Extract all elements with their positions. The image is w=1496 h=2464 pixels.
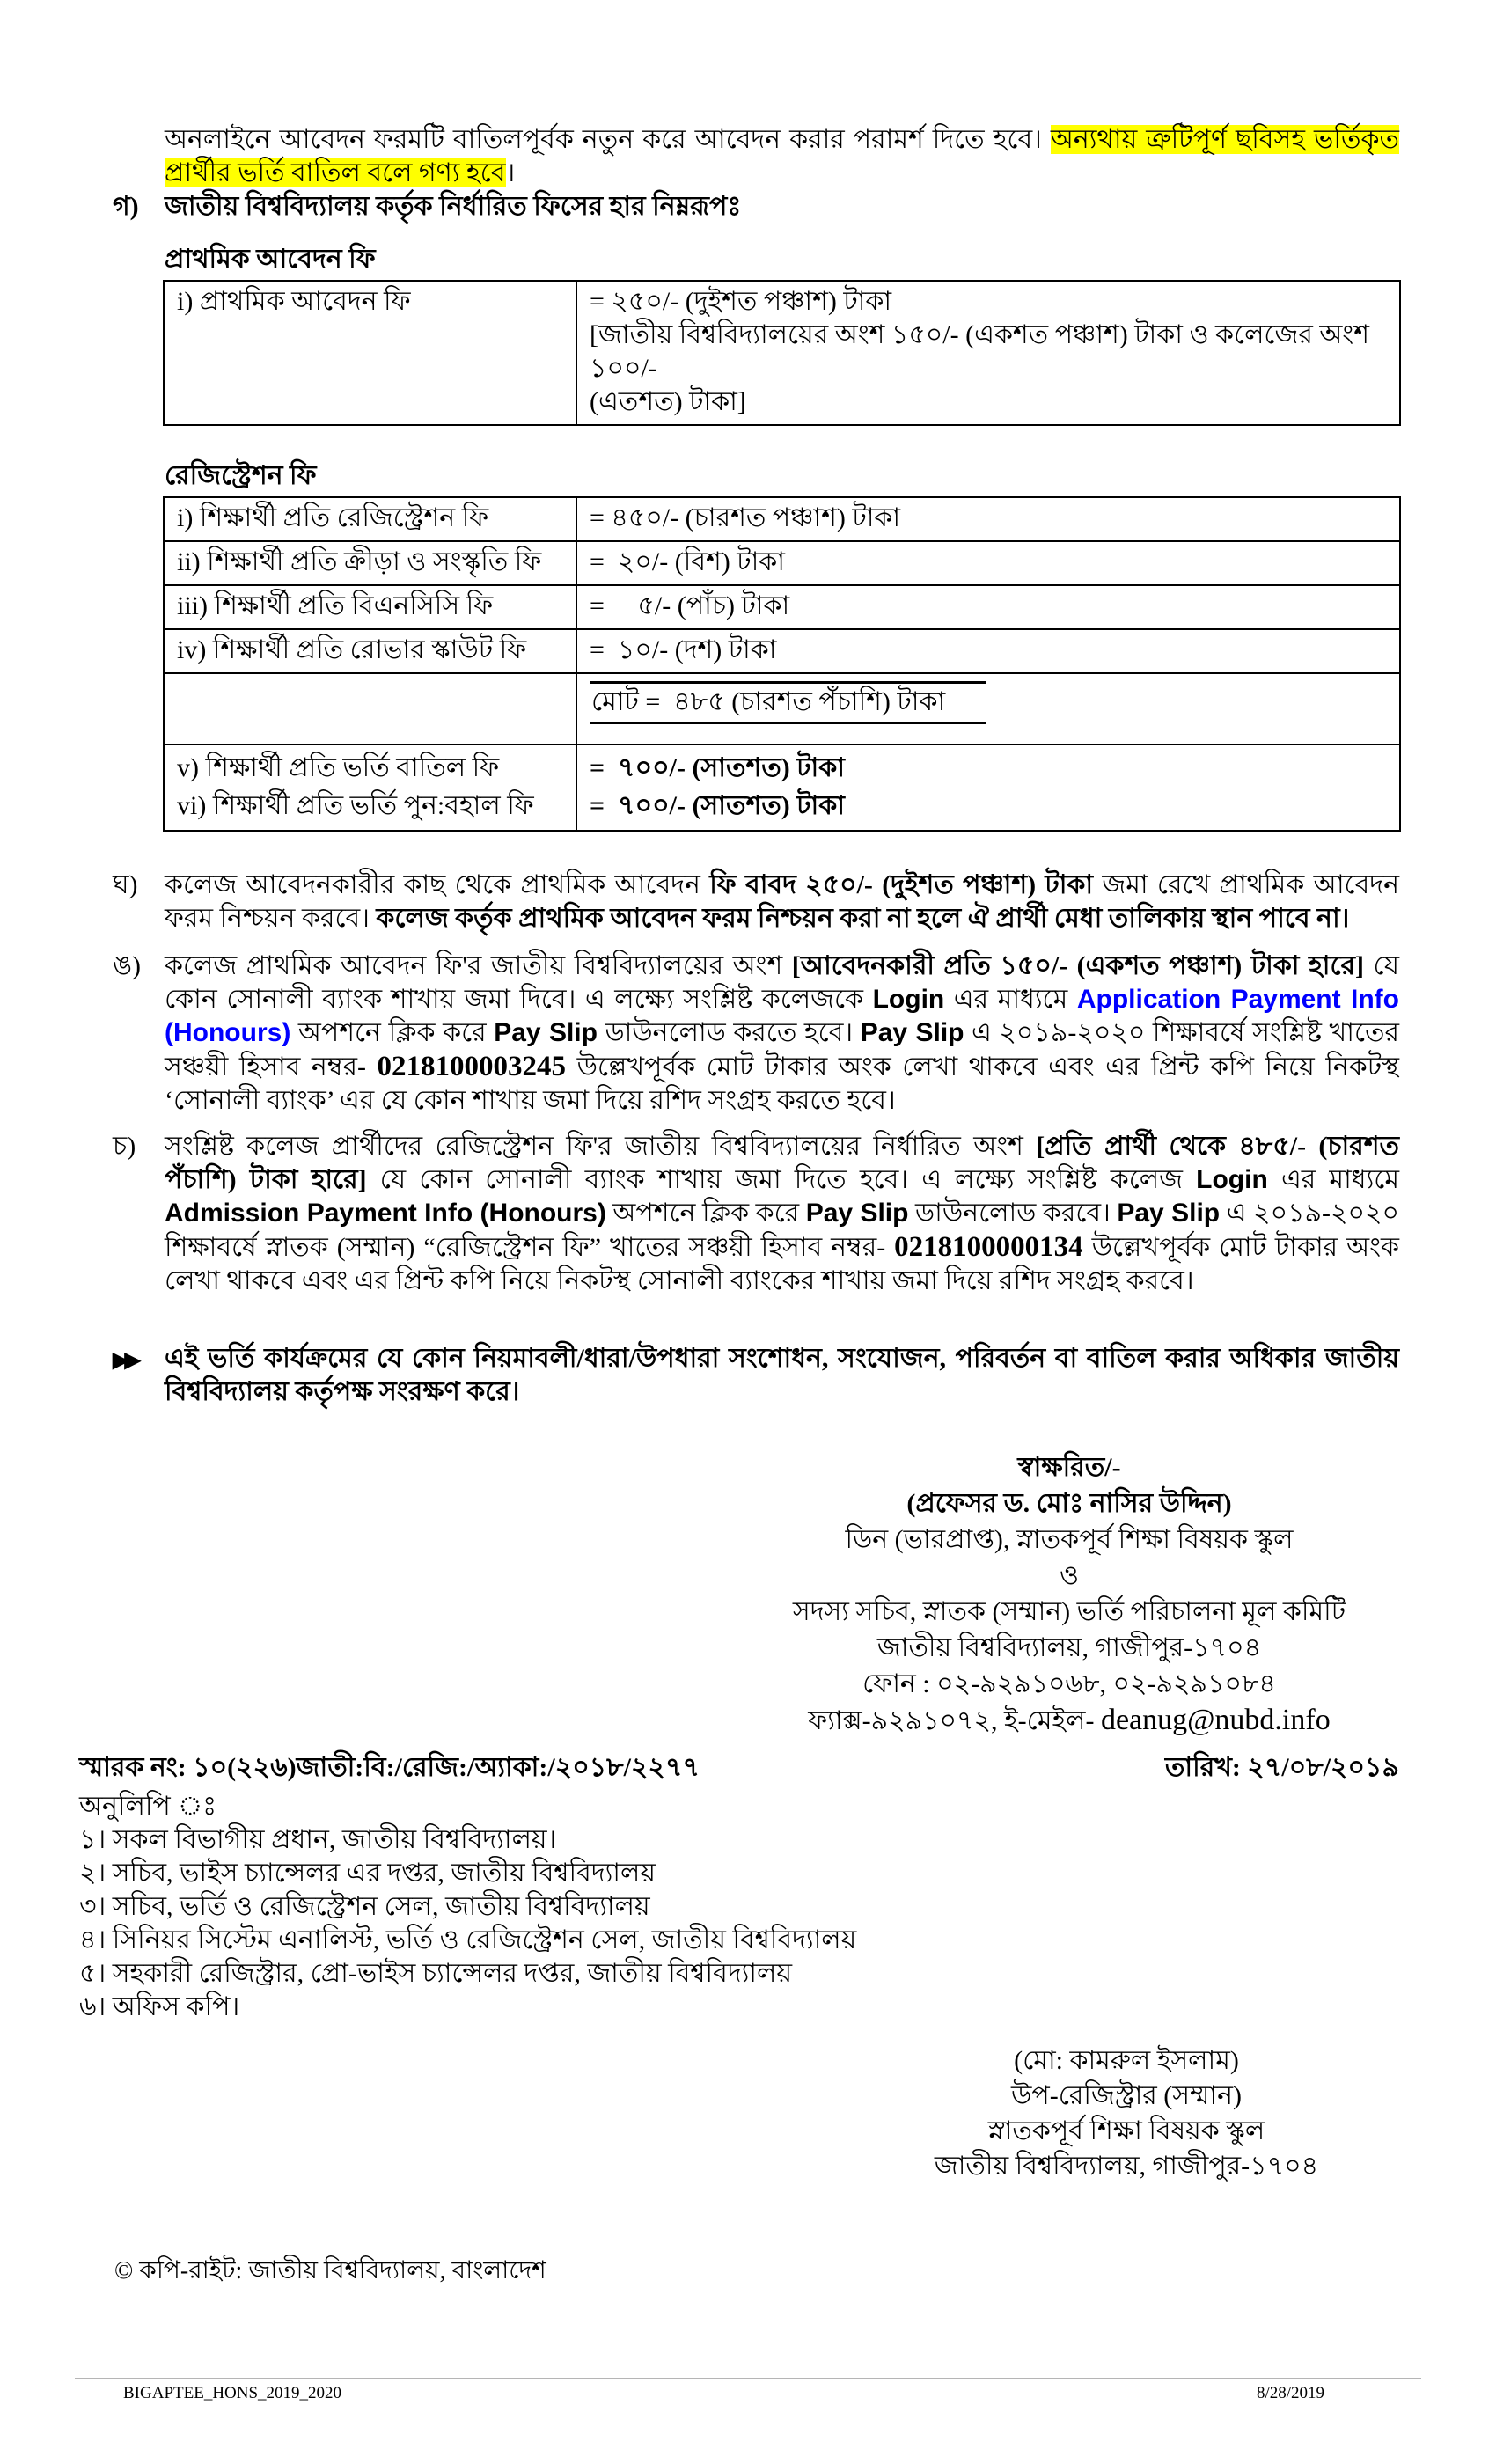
memo-number: স্মারক নং: ১০(২২৬)জাতী:বি:/রেজি:/অ্যাকা:/২০১৮/২২৭৭ xyxy=(79,1753,700,1782)
item-cha-text xyxy=(165,1132,1399,1295)
footer-date: 8/28/2019 xyxy=(1256,2384,1324,2402)
text-segment: 0218100000134 xyxy=(894,1231,1083,1263)
memo-row xyxy=(79,1751,1399,1785)
fee-label-cell: ii) শিক্ষার্থী প্রতি ক্রীড়া ও সংস্কৃতি ফি xyxy=(164,541,576,585)
copies-list xyxy=(79,1823,1399,2024)
copies-item: ৬। অফিস কপি। xyxy=(79,1992,240,2021)
signed-label: স্বাক্ষরিত/- xyxy=(1017,1453,1121,1482)
signer-org: জাতীয় বিশ্ববিদ্যালয়, গাজীপুর-১৭০৪ xyxy=(876,1633,1262,1662)
table-row xyxy=(164,629,1400,673)
item-gha-text xyxy=(165,870,1399,933)
footer-divider xyxy=(75,2378,1421,2379)
fee-value-cell: = ১০/- (দশ) টাকা xyxy=(576,629,1400,673)
text-segment: অন্যথায় ত্রুটিপূর্ণ ছবিসহ ভর্তিকৃত প্রার্থীর ভর্তি বাতিল বলে গণ্য হবে xyxy=(165,125,1400,187)
copies-item: ২। সচিব, ভাইস চ্যান্সেলর এর দপ্তর, জাতীয় বিশ্ববিদ্যালয় xyxy=(79,1859,656,1888)
item-ga-marker: গ) xyxy=(113,192,139,221)
fee-value-line: = ৭০০/- (সাতশত) টাকা xyxy=(590,753,845,782)
text-segment: এ ২০১৯-২০২০ শিক্ষাবর্ষে সংশ্লিষ্ট খাতের সঞ্চয়ী হিসাব নম্বর- xyxy=(165,1018,1400,1082)
fee-value-cell: = ৪৫০/- (চারশত পঞ্চাশ) টাকা xyxy=(576,497,1400,541)
fee-label-cell: iii) শিক্ষার্থী প্রতি বিএনসিসি ফি xyxy=(164,585,576,629)
primary-application-fee-table xyxy=(163,280,1401,426)
fee-label-line: v) শিক্ষার্থী প্রতি ভর্তি বাতিল ফি xyxy=(177,753,500,782)
signer-name: (মো: কামরুল ইসলাম) xyxy=(1014,2046,1239,2075)
memo-date: তারিখ: ২৭/০৮/২০১৯ xyxy=(1164,1753,1399,1782)
copies-item: ৪। সিনিয়র সিস্টেম এনালিস্ট, ভর্তি ও রেজিস্ট্রেশন সেল, জাতীয় বিশ্ববিদ্যালয় xyxy=(79,1925,857,1954)
total-amount: মোট = ৪৮৫ (চারশত পঁচাশি) টাকা xyxy=(590,681,986,724)
text-segment: Application Payment Info (Honours) xyxy=(165,985,1400,1047)
text-segment: 0218100003245 xyxy=(377,1051,567,1082)
table-total-row xyxy=(164,673,1400,744)
text-segment: Pay Slip xyxy=(1117,1199,1221,1228)
item-ga xyxy=(79,190,1399,224)
text-segment: এর মাধ্যমে xyxy=(944,985,1077,1014)
intro-paragraph xyxy=(79,123,1399,190)
total-value-cell xyxy=(576,673,1400,744)
copies-item: ৩। সচিব, ভর্তি ও রেজিস্ট্রেশন সেল, জাতীয় বিশ্ববিদ্যালয় xyxy=(79,1892,650,1921)
item-gha-marker: ঘ) xyxy=(113,870,138,899)
text-segment: কলেজ কর্তৃক প্রাথমিক আবেদন ফরম নিশ্চয়ন করা না হলে ঐ প্রার্থী মেধা তালিকায় স্থান পাবে না। xyxy=(376,904,1350,933)
text-segment: যে কোন সোনালী ব্যাংক শাখায় জমা দিবে। এ লক্ষ্যে সংশ্লিষ্ট কলেজকে xyxy=(165,951,1399,1014)
copies-item: ৫। সহকারী রেজিস্ট্রার, প্রো-ভাইস চ্যান্সেলর দপ্তর, জাতীয় বিশ্ববিদ্যালয় xyxy=(79,1959,793,1988)
text-segment: অপশনে ক্লিক করে xyxy=(605,1199,806,1228)
fee-label-line: vi) শিক্ষার্থী প্রতি ভর্তি পুন:বহাল ফি xyxy=(177,791,534,820)
text-segment: Admission Payment Info (Honours) xyxy=(165,1199,606,1228)
item-cha-paragraph xyxy=(79,1130,1399,1298)
text-segment: [আবেদনকারী প্রতি ১৫০/- (একশত পঞ্চাশ) টাকা হারে] xyxy=(791,951,1365,980)
total-row-empty-cell xyxy=(164,673,576,744)
text-segment: Pay Slip xyxy=(494,1018,598,1047)
copies-title: অনুলিপি ঃ xyxy=(79,1792,217,1821)
text-segment: এ ২০১৯-২০২০ শিক্ষাবর্ষে স্নাতক (সম্মান) “রেজিস্ট্রেশন ফি” খাতের সঞ্চয়ী হিসাব নম্বর- xyxy=(165,1199,1400,1262)
text-segment: জমা রেখে প্রাথমিক আবেদন ফরম নিশ্চয়ন করবে। xyxy=(165,870,1399,933)
footer-document-id: BIGAPTEE_HONS_2019_2020 xyxy=(123,2384,342,2402)
item-cha-marker: চ) xyxy=(113,1132,136,1161)
item-uma-marker: ঙ) xyxy=(113,951,141,980)
fax-email-line xyxy=(726,1702,1412,1739)
item-ga-text: জাতীয় বিশ্ববিদ্যালয় কর্তৃক নির্ধারিত ফিসের হার নিম্নরূপঃ xyxy=(165,192,742,221)
phone-line: ফোন : ০২-৯২৯১০৬৮, ০২-৯২৯১০৮৪ xyxy=(862,1669,1276,1698)
text-segment: । xyxy=(505,158,516,187)
item-gha-paragraph xyxy=(79,869,1399,935)
text-segment: কলেজ আবেদনকারীর কাছ থেকে প্রাথমিক আবেদন xyxy=(165,870,710,899)
fee-label-cell xyxy=(164,744,576,831)
fee-label-cell: i) প্রাথমিক আবেদন ফি xyxy=(164,281,576,425)
table-row xyxy=(164,497,1400,541)
fee-value-line: = ২৫০/- (দুইশত পঞ্চাশ) টাকা xyxy=(590,287,892,316)
signer-title: ডিন (ভারপ্রাপ্ত), স্নাতকপূর্ব শিক্ষা বিষয়ক স্কুল xyxy=(845,1525,1294,1554)
double-arrow-icon: ▶▶ xyxy=(113,1349,136,1372)
fee-label-cell: i) শিক্ষার্থী প্রতি রেজিস্ট্রেশন ফি xyxy=(164,497,576,541)
text-segment: ডাউনলোড করবে। xyxy=(908,1199,1118,1228)
fee-value-cell: = ২০/- (বিশ) টাকা xyxy=(576,541,1400,585)
signature-block-dean xyxy=(726,1449,1412,1739)
fee-value-cell xyxy=(576,744,1400,831)
text-segment: উল্লেখপূর্বক মোট টাকার অংক লেখা থাকবে এবং এর প্রিন্ট কপি নিয়ে নিকটস্থ ‘সোনালী ব্যাংক’ এর যে কোন শাখায় জমা দিয়ে রশিদ সংগ্রহ করতে হবে। xyxy=(165,1052,1399,1115)
text-segment: Login xyxy=(1196,1165,1268,1194)
text-segment: কলেজ প্রাথমিক আবেদন ফি'র জাতীয় বিশ্ববিদ্যালয়ের অংশ xyxy=(165,951,792,980)
fax-label: ফ্যাক্স-৯২৯১০৭২, ই-মেইল- xyxy=(808,1706,1101,1735)
text-segment: Pay Slip xyxy=(805,1199,909,1228)
item-uma-paragraph xyxy=(79,950,1399,1118)
fee-value-line: (এতশত) টাকা] xyxy=(590,387,746,416)
signer-name: (প্রফেসর ড. মোঃ নাসির উদ্দিন) xyxy=(906,1489,1232,1518)
signer-title2: সদস্য সচিব, স্নাতক (সম্মান) ভর্তি পরিচালনা মূল কমিটি xyxy=(792,1597,1346,1626)
signer-title: উপ-রেজিস্ট্রার (সম্মান) xyxy=(1011,2081,1242,2110)
text-segment: ডাউনলোড করতে হবে। xyxy=(597,1018,861,1047)
fee-value-cell: = ৫/- (পাঁচ) টাকা xyxy=(576,585,1400,629)
copies-item: ১। সকল বিভাগীয় প্রধান, জাতীয় বিশ্ববিদ্যালয়। xyxy=(79,1825,557,1854)
text-segment: উল্লেখপূর্বক মোট টাকার অংক লেখা থাকবে এবং এর প্রিন্ট কপি নিয়ে নিকটস্থ সোনালী ব্যাংকের শাখায় জমা দিয়ে রশিদ সংগ্রহ করবে। xyxy=(165,1233,1399,1295)
table-row xyxy=(164,744,1400,831)
fee-value-line: = ৭০০/- (সাতশত) টাকা xyxy=(590,791,845,820)
registration-fee-table xyxy=(163,496,1401,832)
signer-title2: স্নাতকপূর্ব শিক্ষা বিষয়ক স্কুল xyxy=(987,2116,1265,2145)
text-segment: Login xyxy=(872,985,945,1014)
text-segment: [প্রতি প্রার্থী থেকে ৪৮৫/- (চারশত পঁচাশি) টাকা হারে] xyxy=(165,1132,1399,1194)
signer-org: জাতীয় বিশ্ববিদ্যালয়, গাজীপুর-১৭০৪ xyxy=(934,2152,1319,2181)
text-segment: ফি বাবদ ২৫০/- (দুইশত পঞ্চাশ) টাকা xyxy=(709,870,1094,899)
registration-fee-table-title: রেজিস্ট্রেশন ফি xyxy=(165,461,317,490)
text-segment: যে কোন সোনালী ব্যাংক শাখায় জমা দিতে হবে। এ লক্ষ্যে সংশ্লিষ্ট কলেজ xyxy=(366,1165,1197,1194)
primary-fee-table-title: প্রাথমিক আবেদন ফি xyxy=(165,245,376,274)
text-segment: এর মাধ্যমে xyxy=(1267,1165,1399,1194)
fee-value-cell xyxy=(576,281,1400,425)
email-address: deanug@nubd.info xyxy=(1100,1704,1331,1736)
text-segment: অনলাইনে আবেদন ফরমটি বাতিলপূর্বক নতুন করে আবেদন করার পরামর্শ দিতে হবে। xyxy=(165,125,1051,154)
item-uma-text xyxy=(165,951,1399,1115)
and-word: ও xyxy=(1059,1561,1080,1590)
text-segment: অপশনে ক্লিক করে xyxy=(290,1018,495,1047)
rights-note xyxy=(79,1342,1399,1409)
signature-block-deputy-registrar xyxy=(854,2043,1399,2184)
table-row xyxy=(164,585,1400,629)
text-segment: সংশ্লিষ্ট কলেজ প্রার্থীদের রেজিস্ট্রেশন ফি'র জাতীয় বিশ্ববিদ্যালয়ের নির্ধারিত অংশ xyxy=(165,1132,1037,1161)
text-segment: Pay Slip xyxy=(860,1018,964,1047)
table-row xyxy=(164,541,1400,585)
table-row xyxy=(164,281,1400,425)
fee-label-cell: iv) শিক্ষার্থী প্রতি রোভার স্কাউট ফি xyxy=(164,629,576,673)
copyright-line: © কপি-রাইট: জাতীয় বিশ্ববিদ্যালয়, বাংলাদেশ xyxy=(114,2257,546,2284)
fee-value-line: [জাতীয় বিশ্ববিদ্যালয়ের অংশ ১৫০/- (একশত পঞ্চাশ) টাকা ও কলেজের অংশ ১০০/- xyxy=(590,320,1369,383)
rights-note-text: এই ভর্তি কার্যক্রমের যে কোন নিয়মাবলী/ধারা/উপধারা সংশোধন, সংযোজন, পরিবর্তন বা বাতিল করার অধিকার জাতীয় বিশ্ববিদ্যালয় কর্তৃপক্ষ সংরক্ষণ করে। xyxy=(165,1344,1399,1406)
